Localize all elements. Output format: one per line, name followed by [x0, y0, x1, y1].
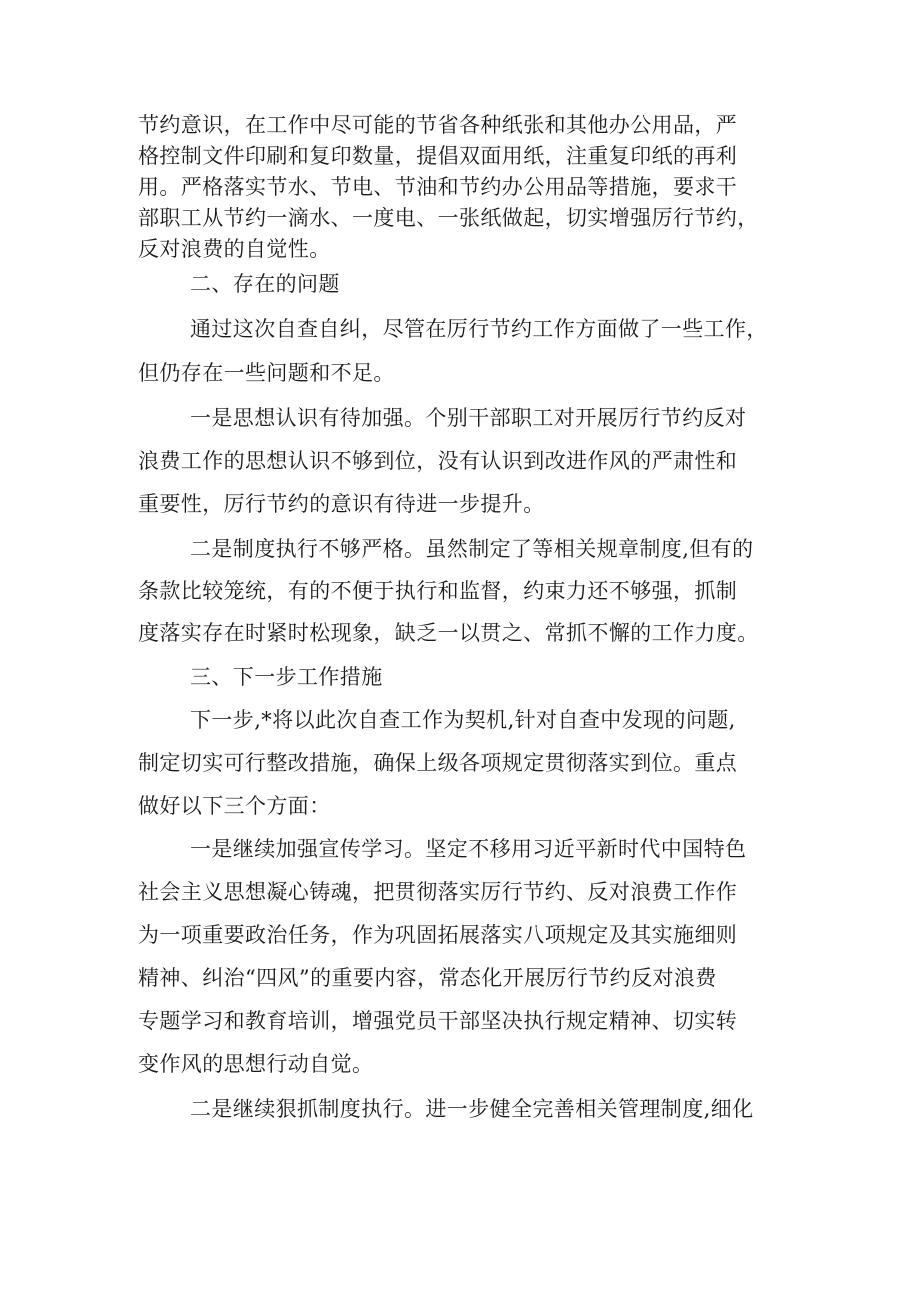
paragraph-line: 条款比较笼统，有的不便于执行和监督，约束力还不够强，抓制 [138, 579, 738, 603]
paragraph-line: 下一步,*将以此次自查工作为契机,针对自查中发现的问题, [190, 708, 736, 732]
paragraph-line: 浪费工作的思想认识不够到位，没有认识到改进作风的严肃性和 [138, 449, 738, 473]
paragraph-line: 但仍存在一些问题和不足。 [138, 361, 395, 385]
paragraph-line: 格控制文件印刷和复印数量，提倡双面用纸，注重复印纸的再利 [138, 144, 738, 168]
paragraph-line: 通过这次自查自纠，尽管在厉行节约工作方面做了一些工作， [190, 317, 768, 341]
paragraph-line: 社会主义思想凝心铸魂，把贯彻落实厉行节约、反对浪费工作作 [138, 880, 738, 904]
section-heading: 三、下一步工作措施 [190, 665, 383, 689]
paragraph-line: 重要性，厉行节约的意识有待进一步提升。 [138, 492, 545, 516]
paragraph-line: 度落实存在时紧时松现象，缺乏一以贯之、常抓不懈的工作力度。 [138, 621, 759, 645]
section-heading: 二、存在的问题 [190, 272, 340, 296]
paragraph-line: 精神、纠治“四风”的重要内容，常态化开展厉行节约反对浪费 [138, 966, 717, 990]
paragraph-line: 二是继续狠抓制度执行。进一步健全完善相关管理制度,细化 [190, 1097, 754, 1121]
paragraph-line: 用。严格落实节水、节电、节油和节约办公用品等措施，要求干 [138, 175, 738, 199]
paragraph-line: 一是继续加强宣传学习。坚定不移用习近平新时代中国特色 [190, 837, 747, 861]
paragraph-line: 二是制度执行不够严格。虽然制定了等相关规章制度,但有的 [190, 537, 754, 561]
paragraph-line: 专题学习和教育培训，增强党员干部坚决执行规定精神、切实转 [138, 1009, 738, 1033]
paragraph-line: 为一项重要政治任务，作为巩固拓展落实八项规定及其实施细则 [138, 923, 738, 947]
paragraph-line: 一是思想认识有待加强。个别干部职工对开展厉行节约反对 [190, 406, 747, 430]
paragraph-line: 节约意识，在工作中尽可能的节省各种纸张和其他办公用品，严 [138, 113, 738, 137]
paragraph-line: 制定切实可行整改措施，确保上级各项规定贯彻落实到位。重点 [138, 751, 738, 775]
paragraph-line: 反对浪费的自觉性。 [138, 237, 331, 261]
paragraph-line: 做好以下三个方面： [138, 794, 331, 818]
paragraph-line: 变作风的思想行动自觉。 [138, 1052, 374, 1076]
paragraph-line: 部职工从节约一滴水、一度电、一张纸做起，切实增强厉行节约， [138, 206, 759, 230]
